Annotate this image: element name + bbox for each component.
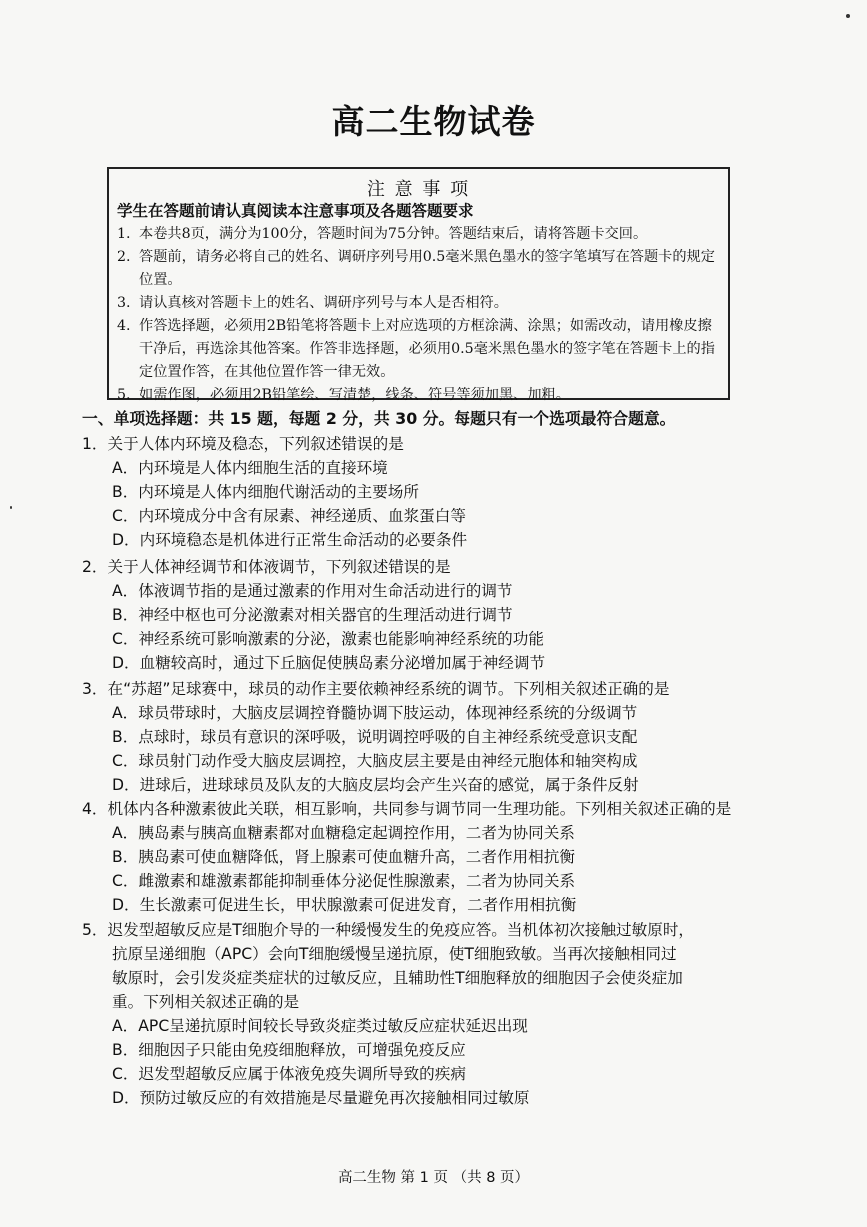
notice-item bbox=[117, 223, 720, 246]
option-c: C．雌激素和雄激素都能抑制垂体分泌促性腺激素，二者为协同关系 bbox=[112, 872, 576, 890]
option-a: A．球员带球时，大脑皮层调控脊髓协调下肢运动，体现神经系统的分级调节 bbox=[112, 704, 638, 722]
notice-item-text: 答题前，请务必将自己的姓名、调研序列号用0.5毫米黑色墨水的签字笔填写在答题卡的规定位置。 bbox=[139, 249, 715, 288]
option-d: D．预防过敏反应的有效措施是尽量避免再次接触相同过敏原 bbox=[112, 1089, 530, 1107]
option-b: B．内环境是人体内细胞代谢活动的主要场所 bbox=[112, 483, 419, 501]
option-d: D．生长激素可促进生长，甲状腺激素可促进发育，二者作用相抗衡 bbox=[112, 896, 577, 914]
page-footer: 高二生物 第 1 页 （共 8 页） bbox=[337, 1170, 530, 1186]
question-stem: 1．关于人体内环境及稳态，下列叙述错误的是 bbox=[82, 435, 404, 453]
notice-item-number: 1. bbox=[117, 226, 131, 242]
option-b: B．神经中枢也可分泌激素对相关器官的生理活动进行调节 bbox=[112, 606, 513, 624]
option-b: B．点球时，球员有意识的深呼吸，说明调控呼吸的自主神经系统受意识支配 bbox=[112, 728, 638, 746]
question-2 bbox=[82, 555, 782, 675]
notice-item-number: 2. bbox=[117, 249, 131, 265]
option-b: B．细胞因子只能由免疫细胞释放，可增强免疫反应 bbox=[112, 1041, 466, 1059]
notice-item bbox=[117, 292, 720, 315]
notice-item bbox=[117, 384, 720, 407]
question-4 bbox=[82, 797, 782, 917]
option-c: C．迟发型超敏反应属于体液免疫失调所导致的疾病 bbox=[112, 1065, 466, 1083]
question-stem: 3．在“苏超”足球赛中，球员的动作主要依赖神经系统的调节。下列相关叙述正确的是 bbox=[82, 680, 670, 698]
question-stem-line: 抗原呈递细胞（APC）会向T细胞缓慢呈递抗原，使T细胞致敏。当再次接触相同过 bbox=[112, 945, 677, 963]
notice-item-number: 4. bbox=[117, 318, 131, 334]
question-1 bbox=[82, 432, 782, 552]
option-d: D．内环境稳态是机体进行正常生命活动的必要条件 bbox=[112, 531, 468, 549]
notice-item-number: 5. bbox=[117, 387, 131, 403]
scan-speck bbox=[846, 14, 850, 18]
option-d: D．血糖较高时，通过下丘脑促使胰岛素分泌增加属于神经调节 bbox=[112, 654, 546, 672]
option-a: A．胰岛素与胰高血糖素都对血糖稳定起调控作用，二者为协同关系 bbox=[112, 824, 575, 842]
question-5 bbox=[82, 918, 782, 1110]
question-stem-line: 5．迟发型超敏反应是T细胞介导的一种缓慢发生的免疫应答。当机体初次接触过敏原时， bbox=[82, 921, 695, 939]
option-c: C．球员射门动作受大脑皮层调控，大脑皮层主要是由神经元胞体和轴突构成 bbox=[112, 752, 638, 770]
notice-item-text: 如需作图，必须用2B铅笔绘、写清楚，线条、符号等须加黑、加粗。 bbox=[139, 387, 570, 403]
section-heading: 一、单项选择题：共 15 题，每题 2 分，共 30 分。每题只有一个选项最符合题意。 bbox=[82, 409, 676, 428]
option-c: C．内环境成分中含有尿素、神经递质、血浆蛋白等 bbox=[112, 507, 466, 525]
option-c: C．神经系统可影响激素的分泌，激素也能影响神经系统的功能 bbox=[112, 630, 544, 648]
option-a: A．体液调节指的是通过激素的作用对生命活动进行的调节 bbox=[112, 582, 513, 600]
option-a: A．APC呈递抗原时间较长导致炎症类过敏反应症状延迟出现 bbox=[112, 1017, 528, 1035]
question-3 bbox=[82, 677, 782, 797]
notice-item-text: 作答选择题，必须用2B铅笔将答题卡上对应选项的方框涂满、涂黑；如需改动，请用橡皮擦干净后，再选涂其他答案。作答非选择题，必须用0.5毫米黑色墨水的签字笔在答题卡上的指定位置作答，在其他位置作答一律无效。 bbox=[139, 318, 715, 380]
notice-item bbox=[117, 315, 720, 384]
notice-subheading: 学生在答题前请认真阅读本注意事项及各题答题要求 bbox=[117, 202, 474, 220]
notice-heading: 注 意 事 项 bbox=[366, 179, 471, 200]
question-stem: 4．机体内各种激素彼此关联，相互影响，共同参与调节同一生理功能。下列相关叙述正确的是 bbox=[82, 800, 732, 818]
notice-item bbox=[117, 246, 720, 292]
notice-box bbox=[107, 167, 730, 403]
question-stem-line: 敏原时，会引发炎症类症状的过敏反应，且辅助性T细胞释放的细胞因子会使炎症加 bbox=[112, 969, 683, 987]
option-d: D．进球后，进球球员及队友的大脑皮层均会产生兴奋的感觉，属于条件反射 bbox=[112, 776, 639, 794]
option-a: A．内环境是人体内细胞生活的直接环境 bbox=[112, 459, 388, 477]
question-stem: 2．关于人体神经调节和体液调节，下列叙述错误的是 bbox=[82, 558, 451, 576]
page-title: 高二生物试卷 bbox=[331, 102, 536, 141]
question-stem-line: 重。下列相关叙述正确的是 bbox=[112, 993, 300, 1011]
notice-item-text: 请认真核对答题卡上的姓名、调研序列号与本人是否相符。 bbox=[139, 295, 508, 311]
option-b: B．胰岛素可使血糖降低，肾上腺素可使血糖升高，二者作用相抗衡 bbox=[112, 848, 575, 866]
notice-item-number: 3. bbox=[117, 295, 131, 311]
scan-speck bbox=[10, 506, 12, 509]
notice-item-text: 本卷共8页，满分为100分，答题时间为75分钟。答题结束后，请将答题卡交回。 bbox=[139, 226, 648, 242]
